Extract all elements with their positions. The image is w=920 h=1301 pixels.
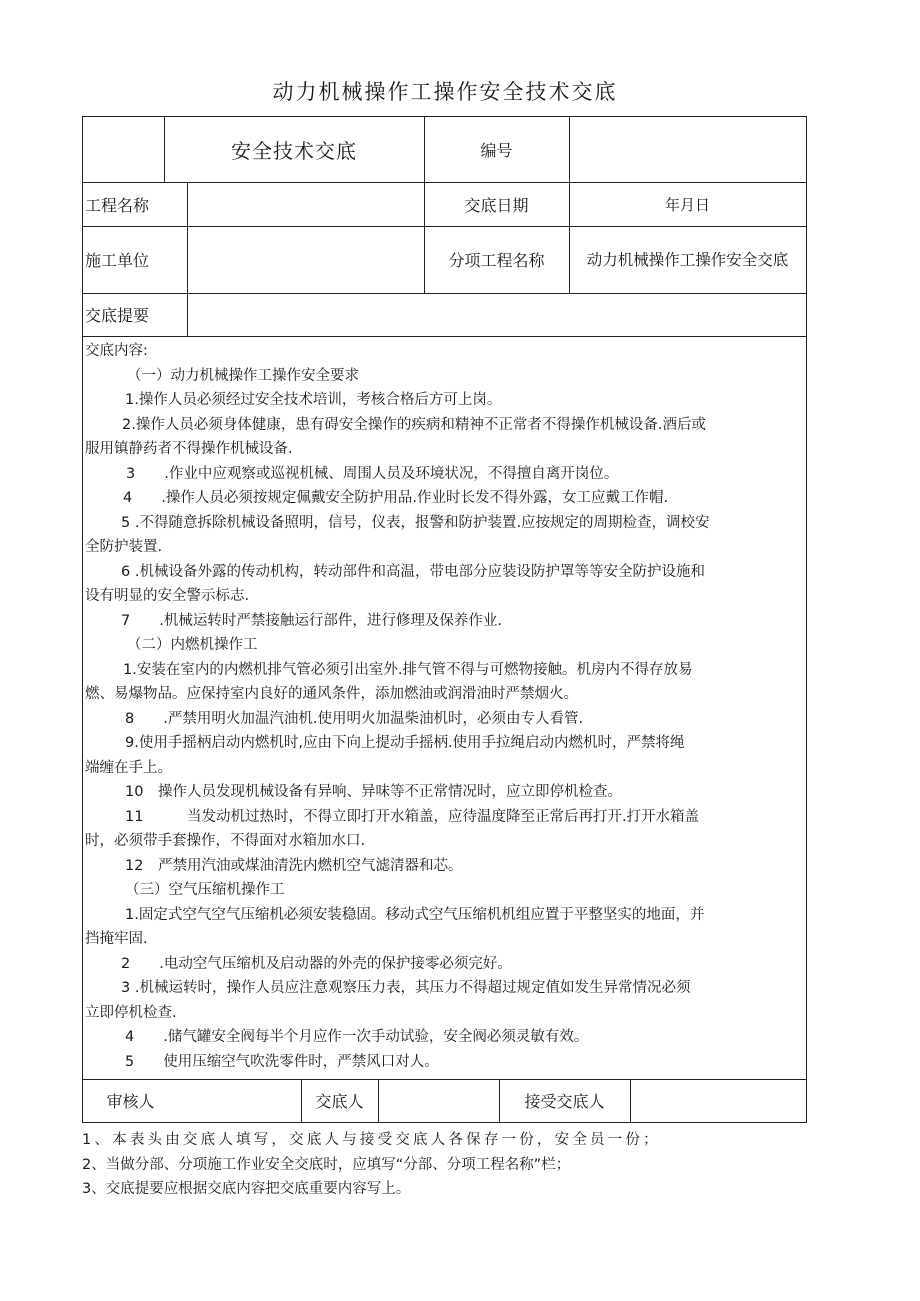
content-line: 2.操作人员必须身体健康，患有碍安全操作的疾病和精神不正常者不得操作机械设备.酒后或 bbox=[122, 416, 706, 433]
content-line: 4 .储气罐安全阀每半个月应作一次手动试验，安全阀必须灵敏有效。 bbox=[125, 1029, 589, 1045]
content-line: 燃、易爆物品。应保持室内良好的通风条件，添加燃油或润滑油时严禁烟火。 bbox=[85, 686, 578, 702]
unit-field[interactable] bbox=[187, 226, 424, 293]
reviewer-label: 审核人 bbox=[106, 1092, 155, 1111]
receiver-label: 接受交底人 bbox=[524, 1092, 605, 1111]
form-title: 安全技术交底 bbox=[231, 139, 357, 163]
summary-field[interactable] bbox=[187, 293, 806, 336]
disclosure-form bbox=[82, 116, 807, 1123]
content-line: 7 .机械运转时严禁接触运行部件，进行修理及保养作业. bbox=[121, 612, 502, 629]
footnote-line: 3、交底提要应根据交底内容把交底重要内容写上。 bbox=[82, 1181, 411, 1197]
content-label: 交底内容: bbox=[85, 343, 148, 359]
content-line: 立即停机检查. bbox=[85, 1004, 177, 1021]
content-line: 10 操作人员发现机械设备有异响、异味等不正常情况时，应立即停机检查。 bbox=[125, 784, 622, 800]
content-line: 9.使用手摇柄启动内燃机时,应由下向上提动手摇柄.使用手拉绳启动内燃机时，严禁将绳 bbox=[125, 735, 685, 751]
content-line: 全防护装置. bbox=[85, 539, 163, 555]
number-label: 编号 bbox=[480, 141, 513, 160]
subproject-field[interactable]: 动力机械操作工操作安全交底 bbox=[586, 250, 789, 269]
content-line: 挡掩牢固. bbox=[85, 931, 148, 947]
content-line: （一）动力机械操作工操作安全要求 bbox=[127, 367, 359, 384]
content-line: 服用镇静药者不得操作机械设备. bbox=[85, 441, 293, 457]
content-line: 5 .不得随意拆除机械设备照明，信号，仪表，报警和防护装置.应按规定的周期检查，调校安 bbox=[121, 514, 710, 531]
receiver-field[interactable] bbox=[630, 1079, 806, 1122]
document-title: 动力机械操作工操作安全技术交底 bbox=[272, 80, 618, 104]
footnote-line: 1、本表头由交底人填写，交底人与接受交底人各保存一份，安全员一份； bbox=[82, 1132, 661, 1148]
content-line: 3 .机械运转时，操作人员应注意观察压力表，其压力不得超过规定值如发生异常情况必须 bbox=[121, 980, 691, 996]
content-line: （二）内燃机操作工 bbox=[127, 637, 258, 653]
content-line: 1.安装在室内的内燃机排气管必须引出室外.排气管不得与可燃物接触。机房内不得存放易 bbox=[123, 661, 693, 678]
date-label: 交底日期 bbox=[464, 195, 529, 215]
content-line: 3 .作业中应观察或巡视机械、周围人员及环境状况，不得擅自离开岗位。 bbox=[126, 465, 619, 482]
footnote-line: 2、当做分部、分项施工作业安全交底时，应填写“分部、分项工程名称”栏； bbox=[82, 1156, 571, 1173]
content-line: 6 .机械设备外露的传动机构，转动部件和高温，带电部分应装设防护罩等等安全防护设施和 bbox=[121, 563, 705, 580]
reviewer-field[interactable] bbox=[178, 1079, 301, 1122]
number-field[interactable] bbox=[569, 117, 806, 182]
content-line: 1.固定式空气空气压缩机必须安装稳固。移动式空气压缩机机组应置于平整坚实的地面，并 bbox=[125, 906, 705, 923]
content-line: 8 .严禁用明火加温汽油机.使用明火加温柴油机时，必须由专人看管. bbox=[125, 710, 584, 727]
discloser-field[interactable] bbox=[378, 1079, 499, 1122]
summary-label: 交底提要 bbox=[85, 306, 150, 325]
footnotes bbox=[82, 1128, 812, 1202]
subproject-label: 分项工程名称 bbox=[448, 251, 545, 270]
date-field[interactable]: 年月日 bbox=[664, 195, 710, 214]
content-line: 1.操作人员必须经过安全技术培训，考核合格后方可上岗。 bbox=[125, 392, 502, 408]
content-line: 5 使用压缩空气吹洗零件时，严禁风口对人。 bbox=[125, 1053, 439, 1070]
content-line: 2 .电动空气压缩机及启动器的外壳的保护接零必须完好。 bbox=[121, 955, 512, 972]
content-line: 端缠在手上。 bbox=[85, 759, 172, 776]
content-line: 4 .操作人员必须按规定佩戴安全防护用品.作业时长发不得外露，女工应戴工作帽. bbox=[123, 490, 669, 506]
content-line: （三）空气压缩机操作工 bbox=[125, 882, 285, 898]
unit-label: 施工单位 bbox=[85, 251, 150, 270]
content-line: 11 当发动机过热时，不得立即打开水箱盖，应待温度降至正常后再打开.打开水箱盖 bbox=[125, 808, 700, 825]
project-name-label: 工程名称 bbox=[85, 195, 150, 215]
row-divider bbox=[83, 336, 806, 337]
content-line: 时，必须带手套操作，不得面对水箱加水口. bbox=[85, 833, 366, 849]
project-name-field[interactable] bbox=[187, 182, 424, 226]
content-line: 设有明显的安全警示标志. bbox=[85, 588, 250, 604]
discloser-label: 交底人 bbox=[315, 1092, 364, 1111]
disclosure-content bbox=[85, 339, 805, 1079]
content-line: 12 严禁用汽油或煤油清洗内燃机空气滤清器和芯。 bbox=[125, 857, 463, 874]
